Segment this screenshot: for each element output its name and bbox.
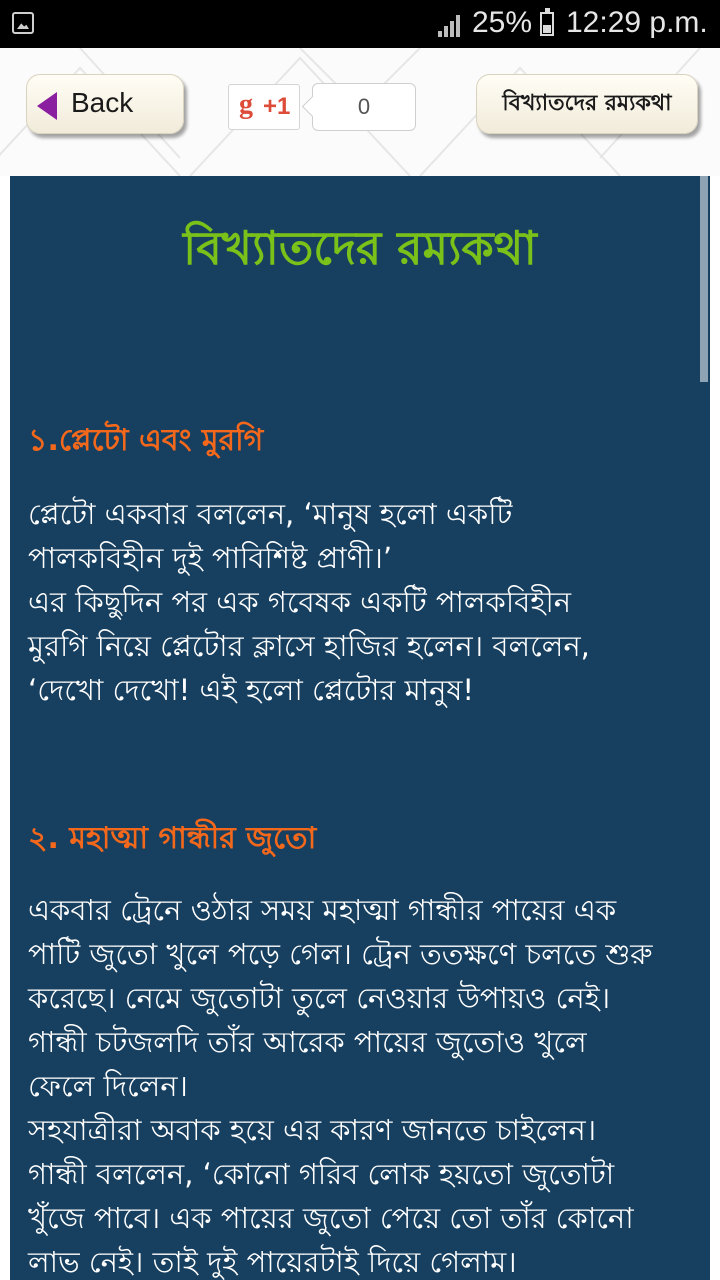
section-body xyxy=(28,492,700,712)
google-plus-icon: g xyxy=(239,89,253,120)
body-line: পালকবিহীন দুই পাবিশিষ্ট প্রাণী।’ xyxy=(28,541,393,575)
battery-percent: 25% xyxy=(472,6,533,39)
section-body xyxy=(28,888,700,1280)
body-line: সহযাত্রীরা অবাক হয়ে এর কারণ জানতে চাইলেন। xyxy=(28,1113,597,1147)
google-plus-one-button[interactable] xyxy=(228,84,300,130)
title-button[interactable]: বিখ্যাতদের রম্যকথা xyxy=(476,74,698,134)
toolbar xyxy=(0,48,720,176)
body-line: মুরগি নিয়ে প্লেটোর ক্লাসে হাজির হলেন। বললেন, xyxy=(28,629,590,663)
section-heading: ২. মহাত্মা গান্ধীর জুতো xyxy=(28,821,317,856)
clock: 12:29 p.m. xyxy=(566,6,708,39)
battery-icon xyxy=(540,12,554,36)
back-button[interactable] xyxy=(26,74,184,134)
body-line: ‘দেখো দেখো! এই হলো প্লেটোর মানুষ! xyxy=(28,673,475,707)
signal-icon xyxy=(438,13,464,37)
body-line: এর কিছুদিন পর এক গবেষক একটি পালকবিহীন xyxy=(28,585,572,619)
plus-one-count: 0 xyxy=(312,83,416,131)
gallery-notification-icon xyxy=(12,12,34,34)
article-content[interactable] xyxy=(10,176,710,1280)
body-line: লাভ নেই। তাই দুই পায়েরটাই দিয়ে গেলাম। xyxy=(28,1245,517,1279)
plus-one-label: +1 xyxy=(263,93,291,120)
back-arrow-icon xyxy=(37,92,57,120)
body-line: গান্ধী চটজলদি তাঁর আরেক পায়ের জুতোও খুলে xyxy=(28,1025,587,1059)
body-line: করেছে। নেমে জুতোটা তুলে নেওয়ার উপায়ও নেই। xyxy=(28,981,611,1015)
back-button-label: Back xyxy=(71,87,134,118)
page-title: বিখ্যাতদের রম্যকথা xyxy=(183,221,537,275)
body-line: খুঁজে পাবে। এক পায়ের জুতো পেয়ে তো তাঁর কোনো xyxy=(28,1201,634,1235)
body-line: প্লেটো একবার বললেন, ‘মানুষ হলো একটি xyxy=(28,497,513,531)
body-line: পাটি জুতো খুলে পড়ে গেল। ট্রেন ততক্ষণে চলতে শুরু xyxy=(28,937,653,971)
body-line: ফেলে দিলেন। xyxy=(28,1069,188,1103)
body-line: একবার ট্রেনে ওঠার সময় মহাত্মা গান্ধীর পায়ের এক xyxy=(28,893,617,927)
section-heading: ১.প্লেটো এবং মুরগি xyxy=(28,423,264,458)
status-bar xyxy=(0,0,720,48)
body-line: গান্ধী বললেন, ‘কোনো গরিব লোক হয়তো জুতোটা xyxy=(28,1157,615,1191)
